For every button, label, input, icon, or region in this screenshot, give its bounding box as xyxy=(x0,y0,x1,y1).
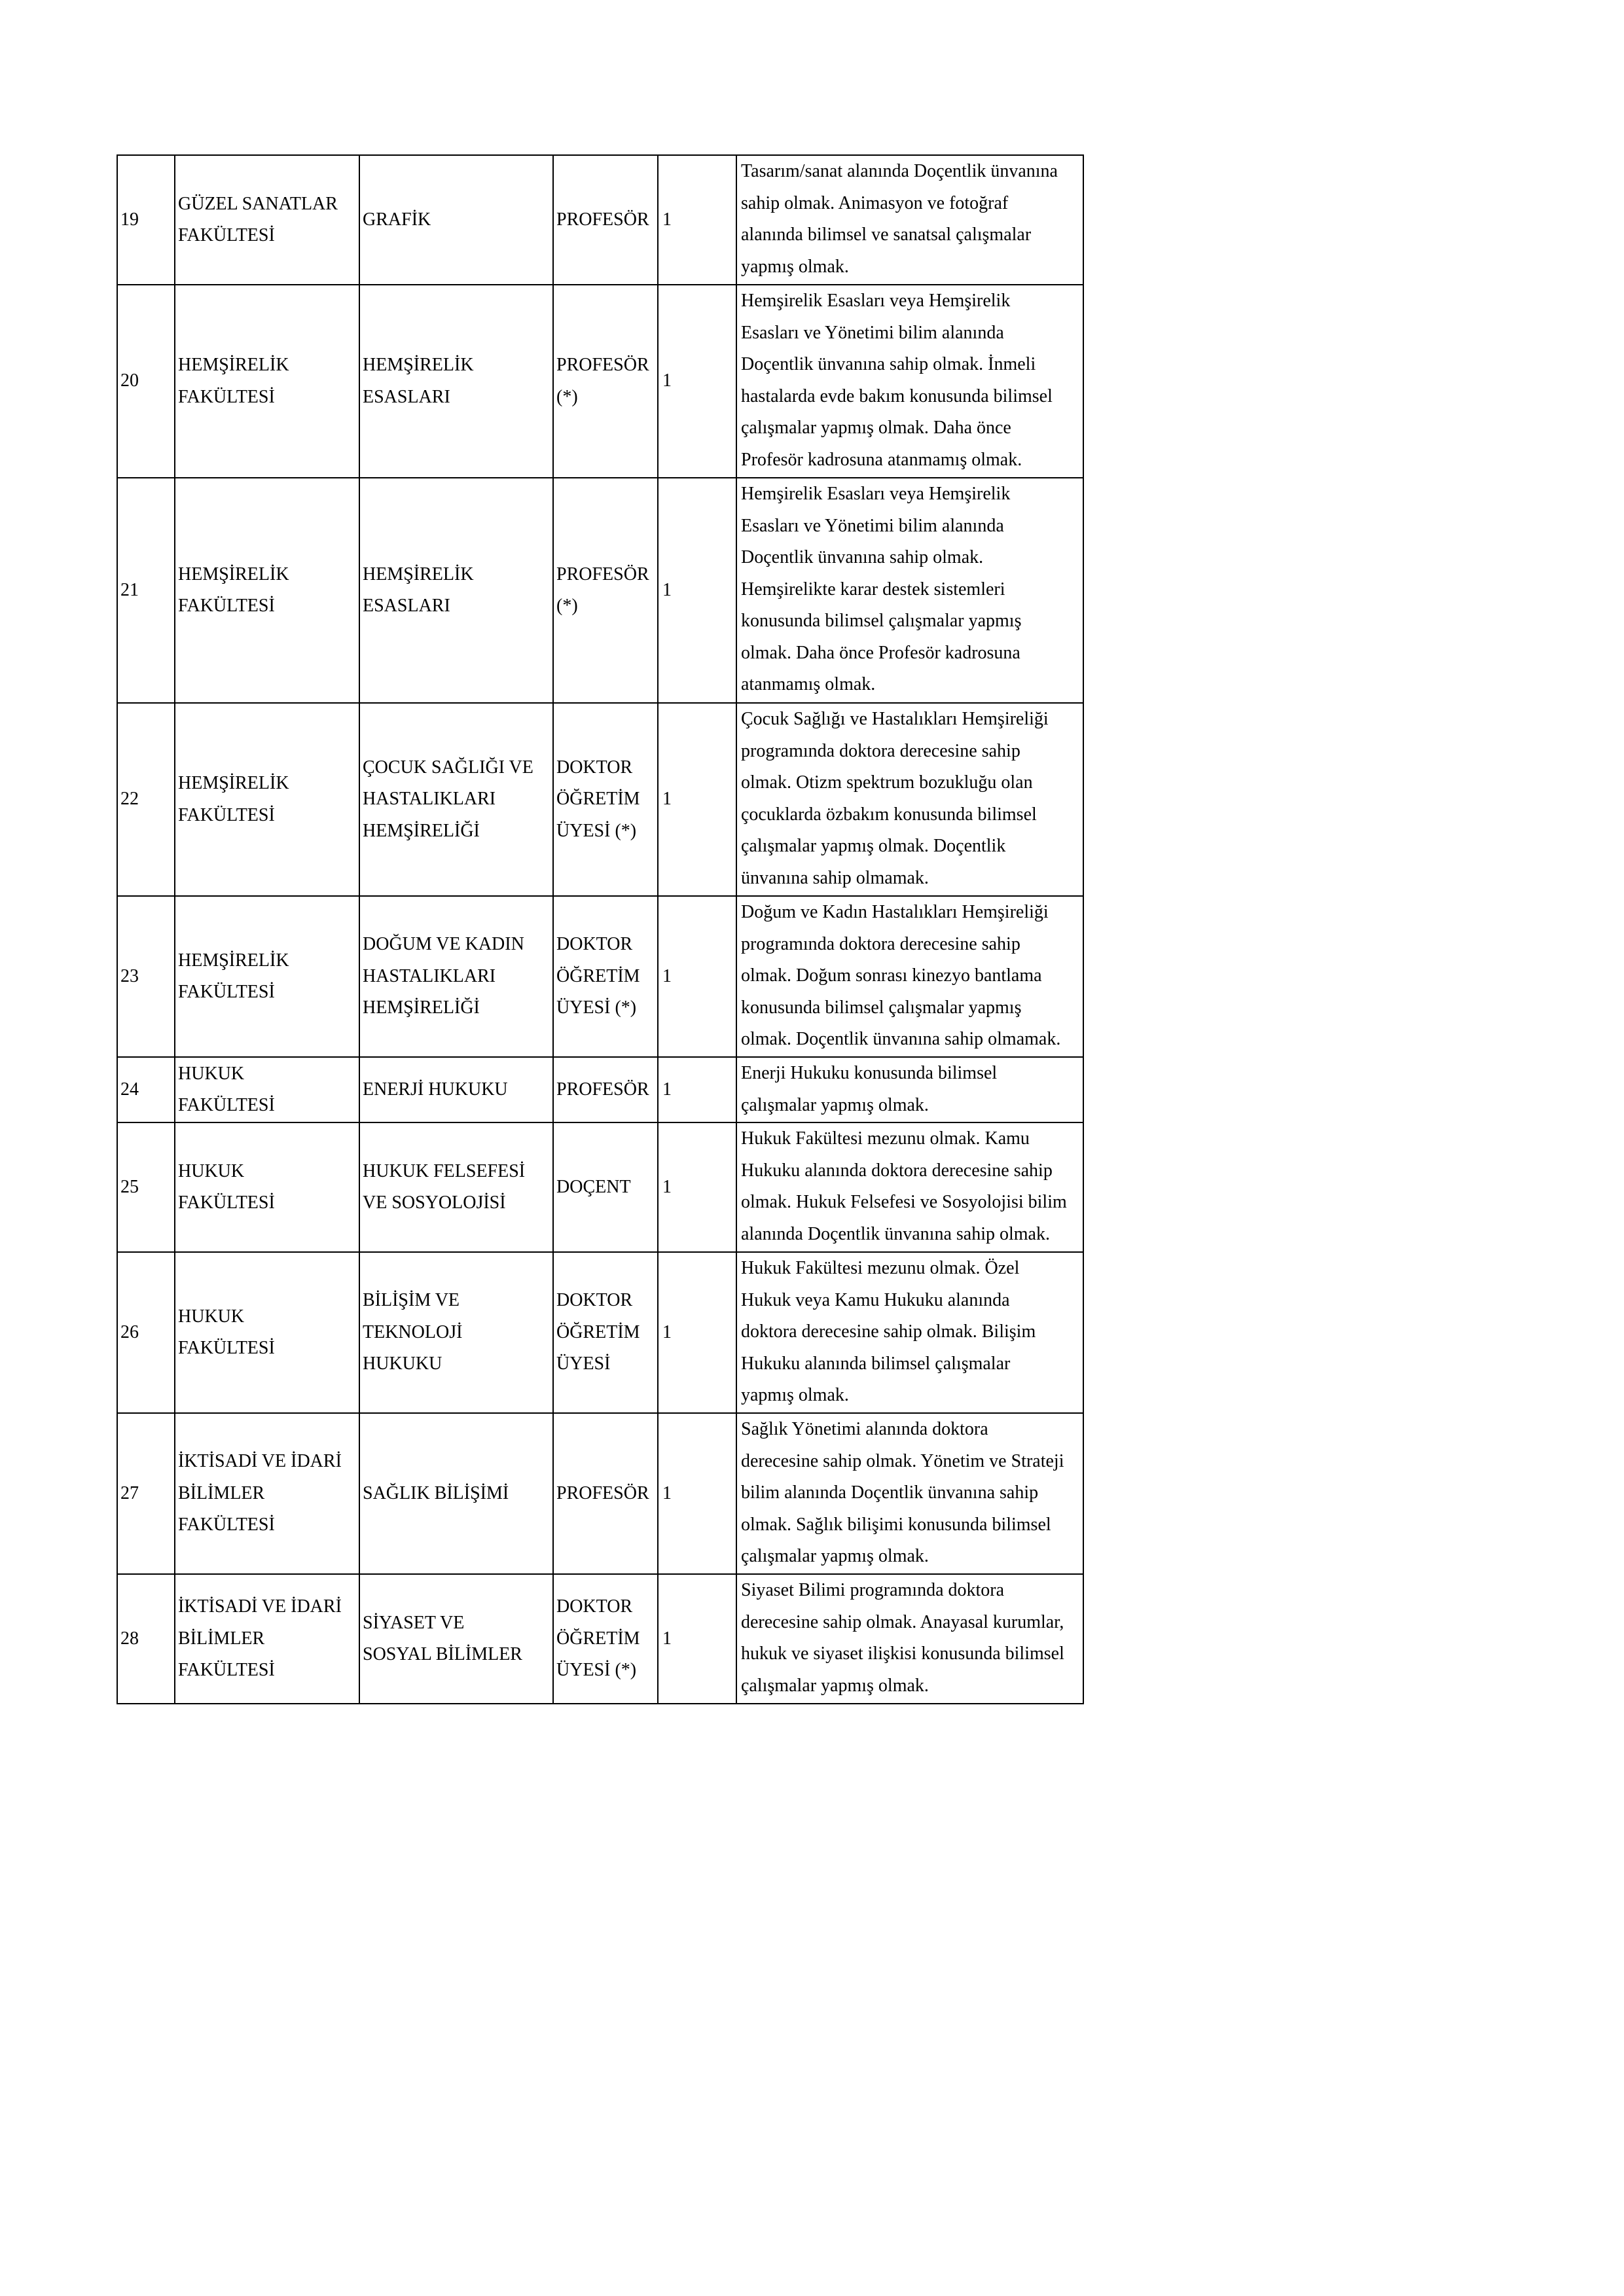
requirements-cell: Siyaset Bilimi programında doktora derecesine sahip olmak. Anayasal kurumlar, hukuk ve siyaset ilişkisi konusunda bilimsel çalışmalar yapmış olmak. xyxy=(736,1574,1083,1704)
requirements-cell: Çocuk Sağlığı ve Hastalıkları Hemşireliği programında doktora derecesine sahip olmak. Otizm spektrum bozukluğu olan çocuklarda özbakım konusunda bilimsel çalışmalar yapmış olmak. Doçentlik ünvanına sahip olmamak. xyxy=(736,703,1083,896)
count-cell: 1 xyxy=(658,703,736,896)
title-cell: DOKTOR ÖĞRETİM ÜYESİ (*) xyxy=(553,1574,658,1704)
table-row xyxy=(117,1057,1083,1122)
requirements-cell: Hukuk Fakültesi mezunu olmak. Kamu Hukuku alanında doktora derecesine sahip olmak. Hukuk Felsefesi ve Sosyolojisi bilim alanında Doçentlik ünvanına sahip olmak. xyxy=(736,1122,1083,1252)
table-row xyxy=(117,896,1083,1057)
table-row xyxy=(117,1574,1083,1704)
requirements-cell: Hukuk Fakültesi mezunu olmak. Özel Hukuk veya Kamu Hukuku alanında doktora derecesine sahip olmak. Bilişim Hukuku alanında bilimsel çalışmalar yapmış olmak. xyxy=(736,1252,1083,1413)
count-cell: 1 xyxy=(658,1574,736,1704)
department-cell: HEMŞİRELİK ESASLARI xyxy=(359,285,553,478)
title-cell: PROFESÖR xyxy=(553,155,658,285)
count-cell: 1 xyxy=(658,896,736,1057)
row-number: 20 xyxy=(117,285,175,478)
faculty-cell: HUKUK FAKÜLTESİ xyxy=(175,1057,359,1122)
department-cell: DOĞUM VE KADIN HASTALIKLARI HEMŞİRELİĞİ xyxy=(359,896,553,1057)
table-row xyxy=(117,478,1083,703)
table-row xyxy=(117,1252,1083,1413)
requirements-cell: Hemşirelik Esasları veya Hemşirelik Esasları ve Yönetimi bilim alanında Doçentlik ünvanına sahip olmak. İnmeli hastalarda evde bakım konusunda bilimsel çalışmalar yapmış olmak. Daha önce Profesör kadrosuna atanmamış olmak. xyxy=(736,285,1083,478)
faculty-cell: HEMŞİRELİK FAKÜLTESİ xyxy=(175,703,359,896)
row-number: 22 xyxy=(117,703,175,896)
count-cell: 1 xyxy=(658,285,736,478)
table-row xyxy=(117,1413,1083,1574)
title-cell: PROFESÖR (*) xyxy=(553,285,658,478)
count-cell: 1 xyxy=(658,1413,736,1574)
title-cell: PROFESÖR xyxy=(553,1057,658,1122)
table-row xyxy=(117,1122,1083,1252)
row-number: 27 xyxy=(117,1413,175,1574)
title-cell: DOKTOR ÖĞRETİM ÜYESİ xyxy=(553,1252,658,1413)
requirements-cell: Enerji Hukuku konusunda bilimsel çalışmalar yapmış olmak. xyxy=(736,1057,1083,1122)
department-cell: SİYASET VE SOSYAL BİLİMLER xyxy=(359,1574,553,1704)
row-number: 19 xyxy=(117,155,175,285)
faculty-cell: HEMŞİRELİK FAKÜLTESİ xyxy=(175,478,359,703)
requirements-cell: Hemşirelik Esasları veya Hemşirelik Esasları ve Yönetimi bilim alanında Doçentlik ünvanına sahip olmak. Hemşirelikte karar destek sistemleri konusunda bilimsel çalışmalar yapmış olmak. Daha önce Profesör kadrosuna atanmamış olmak. xyxy=(736,478,1083,703)
staff-positions-table xyxy=(117,154,1084,1704)
requirements-cell: Tasarım/sanat alanında Doçentlik ünvanına sahip olmak. Animasyon ve fotoğraf alanında bilimsel ve sanatsal çalışmalar yapmış olmak. xyxy=(736,155,1083,285)
table-row xyxy=(117,285,1083,478)
row-number: 28 xyxy=(117,1574,175,1704)
title-cell: PROFESÖR xyxy=(553,1413,658,1574)
faculty-cell: HEMŞİRELİK FAKÜLTESİ xyxy=(175,896,359,1057)
count-cell: 1 xyxy=(658,1057,736,1122)
title-cell: PROFESÖR (*) xyxy=(553,478,658,703)
department-cell: HEMŞİRELİK ESASLARI xyxy=(359,478,553,703)
count-cell: 1 xyxy=(658,1252,736,1413)
faculty-cell: HUKUK FAKÜLTESİ xyxy=(175,1252,359,1413)
faculty-cell: GÜZEL SANATLAR FAKÜLTESİ xyxy=(175,155,359,285)
faculty-cell: İKTİSADİ VE İDARİ BİLİMLER FAKÜLTESİ xyxy=(175,1413,359,1574)
count-cell: 1 xyxy=(658,478,736,703)
row-number: 26 xyxy=(117,1252,175,1413)
department-cell: HUKUK FELSEFESİ VE SOSYOLOJİSİ xyxy=(359,1122,553,1252)
table-row xyxy=(117,155,1083,285)
title-cell: DOÇENT xyxy=(553,1122,658,1252)
row-number: 21 xyxy=(117,478,175,703)
row-number: 25 xyxy=(117,1122,175,1252)
count-cell: 1 xyxy=(658,1122,736,1252)
row-number: 23 xyxy=(117,896,175,1057)
department-cell: ÇOCUK SAĞLIĞI VE HASTALIKLARI HEMŞİRELİĞİ xyxy=(359,703,553,896)
title-cell: DOKTOR ÖĞRETİM ÜYESİ (*) xyxy=(553,703,658,896)
count-cell: 1 xyxy=(658,155,736,285)
table-row xyxy=(117,703,1083,896)
department-cell: BİLİŞİM VE TEKNOLOJİ HUKUKU xyxy=(359,1252,553,1413)
faculty-cell: İKTİSADİ VE İDARİ BİLİMLER FAKÜLTESİ xyxy=(175,1574,359,1704)
title-cell: DOKTOR ÖĞRETİM ÜYESİ (*) xyxy=(553,896,658,1057)
requirements-cell: Sağlık Yönetimi alanında doktora derecesine sahip olmak. Yönetim ve Strateji bilim alanında Doçentlik ünvanına sahip olmak. Sağlık bilişimi konusunda bilimsel çalışmalar yapmış olmak. xyxy=(736,1413,1083,1574)
department-cell: GRAFİK xyxy=(359,155,553,285)
department-cell: ENERJİ HUKUKU xyxy=(359,1057,553,1122)
department-cell: SAĞLIK BİLİŞİMİ xyxy=(359,1413,553,1574)
requirements-cell: Doğum ve Kadın Hastalıkları Hemşireliği programında doktora derecesine sahip olmak. Doğum sonrası kinezyo bantlama konusunda bilimsel çalışmalar yapmış olmak. Doçentlik ünvanına sahip olmamak. xyxy=(736,896,1083,1057)
faculty-cell: HUKUK FAKÜLTESİ xyxy=(175,1122,359,1252)
row-number: 24 xyxy=(117,1057,175,1122)
faculty-cell: HEMŞİRELİK FAKÜLTESİ xyxy=(175,285,359,478)
